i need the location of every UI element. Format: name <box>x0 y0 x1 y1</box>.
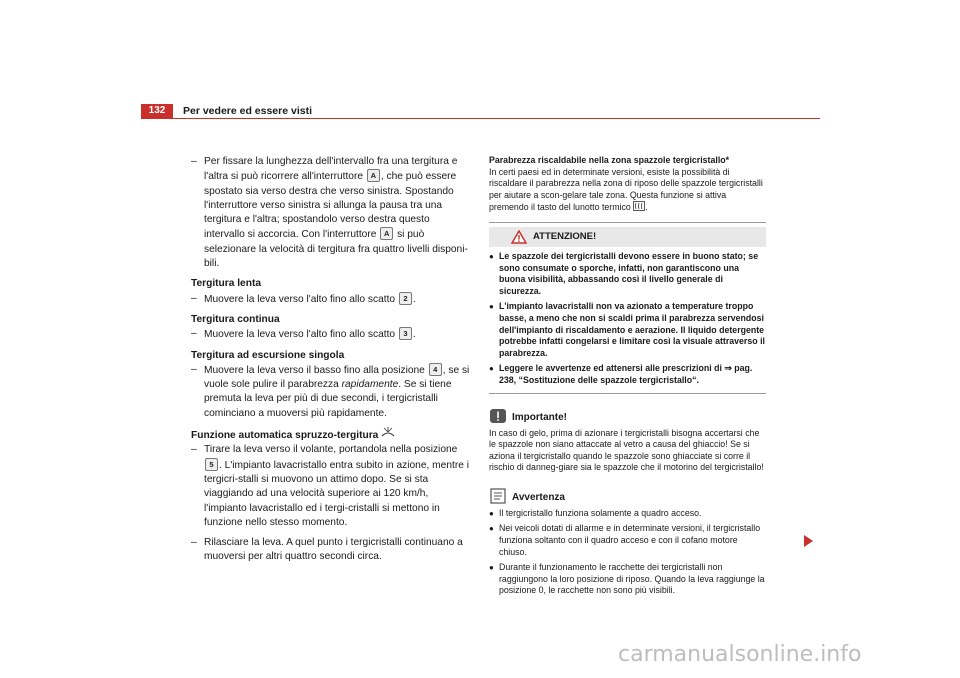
position-3-badge: 3 <box>399 327 412 340</box>
auto-wash-item <box>191 443 471 530</box>
single-wipe-text-b: , se si vuole sole pulire il parabrezza <box>204 364 470 391</box>
heading-auto-wash <box>191 427 471 443</box>
heading-single-wipe: Tergitura ad escursione singola <box>191 349 345 361</box>
heated-windscreen-text: In certi paesi ed in determinate versioni, esiste la possibilità di riscaldare il parabrezza nella zona di riposo delle spazzole tergicristalli per aiutare a scon-gelare tale zona. Questa funzione si attiva premendo il tasto del lunotto termico <box>489 166 763 213</box>
warning-title: ATTENZIONE! <box>533 231 597 243</box>
warning-text: Leggere le avvertenze ed attenersi alle prescrizioni di ⇒ pag. 238, “Sostituzione delle spazzole tergicristallo“. <box>499 363 753 385</box>
warning-item <box>489 301 766 359</box>
washer-spray-icon <box>381 427 395 437</box>
switch-a-badge: A <box>367 169 380 182</box>
note-title: Avvertenza <box>512 492 565 504</box>
warning-text: L'impianto lavacristalli non va azionato a temperature troppo basse, a meno che non si scaldi prima il parabrezza servendosi dell'impianto di riscaldamento e aerazione. Il liquido detergente potrebbe infatti congelarsi e limitare così la visuale attraverso il parabrezza. <box>499 301 765 358</box>
slow-wipe-text: Muovere la leva verso l'alto fino allo scatto <box>204 293 396 305</box>
heated-windscreen-title: Parabrezza riscaldabile nella zona spazzole tergicristallo* <box>489 155 730 165</box>
interval-item <box>191 155 471 271</box>
bullet-marker: ● <box>489 251 494 261</box>
important-icon <box>489 408 507 424</box>
heated-windscreen-end: . <box>645 202 648 213</box>
note-text: Nei veicoli dotati di allarme e in determinate versioni, il tergicristallo funziona soltanto con il quadro acceso e con il cofano motore chiuso. <box>499 523 761 557</box>
auto-wash-title: Funzione automatica spruzzo-tergitura <box>191 430 379 442</box>
warning-box <box>489 222 766 394</box>
dash-marker: – <box>191 444 197 456</box>
warning-triangle-icon <box>511 230 527 244</box>
warning-text: Le spazzole dei tergicristalli devono essere in buono stato; se sono consumate o sporche, infatti, non garantiscono una buona visibilità, abbassando così il livello generale di sicurezza. <box>499 250 759 296</box>
auto-wash-text-b: . L'impianto lavacristallo entra subito in azione, mentre i tergicri-stalli si muovono un attimo dopo. Se si sta viaggiando ad una velocità superiore ai 120 km/h, l'impianto lavacristallo ed i tergi-cristalli si mettono in funzione nello stesso momento. <box>204 459 469 528</box>
slow-wipe-item: – Muovere la leva verso l'alto fino allo scatto 2 . <box>191 292 471 307</box>
position-5-badge: 5 <box>205 458 218 471</box>
note-icon <box>489 488 507 504</box>
footer-watermark: carmanualsonline.info <box>618 642 862 667</box>
dash-marker: – <box>191 156 197 167</box>
interval-text-b: , che può essere spostato sia verso destra che verso sinistra. Spostando l'interruttore verso sinistra si allunga la pausa tra una tergitura e l'altra; spostandolo verso destra questo intervallo si accorcia. Con l'interruttore <box>204 171 457 241</box>
note-header <box>489 488 766 504</box>
warning-item <box>489 363 766 386</box>
bullet-marker: ● <box>489 563 494 573</box>
switch-a-badge-2: A <box>380 227 393 240</box>
interval-text-c: si può selezionare la velocità di tergitura fra quattro livelli disponi-bili. <box>204 229 468 270</box>
warning-header <box>489 227 766 247</box>
note-text: Il tergicristallo funziona solamente a quadro acceso. <box>499 507 702 518</box>
page-number: 132 <box>141 104 173 118</box>
note-item <box>489 523 766 558</box>
bullet-marker: ● <box>489 524 494 534</box>
single-wipe-emphasis: rapidamente <box>341 379 399 391</box>
release-text: Rilasciare la leva. A quel punto i tergicristalli continuano a muoversi per altri quattro secondi circa. <box>204 537 463 563</box>
position-2-badge: 2 <box>399 292 412 305</box>
single-wipe-text-a: Muovere la leva verso il basso fino alla posizione <box>204 364 425 376</box>
note-item <box>489 562 766 597</box>
note-item <box>489 508 766 520</box>
auto-wash-text-a: Tirare la leva verso il volante, portandola nella posizione <box>204 444 458 456</box>
continuous-wipe-text: Muovere la leva verso l'alto fino allo scatto <box>204 329 396 341</box>
dash-marker: – <box>191 292 197 304</box>
single-wipe-text-c: . Se si tiene premuta la leva per più di due secondi, i tergicristalli cominciano a muoversi più rapidamente. <box>204 379 452 419</box>
important-text: In caso di gelo, prima di azionare i tergicristalli bisogna accertarsi che le spazzole non siano attaccate al vetro a causa del ghiaccio! Se si aziona il tergicristallo quando le spazzole sono ghiacciate si corre il rischio di danneg-giare sia le spazzole che il motorino del tergicristallo! <box>489 427 764 473</box>
dash-marker: – <box>191 328 197 340</box>
interval-text-a: Per fissare la lunghezza dell'intervallo fra una tergitura e l'altra si può ricorrere all'interruttore <box>204 156 458 183</box>
left-column <box>191 155 471 569</box>
header-rule <box>141 118 820 119</box>
release-item <box>191 536 471 565</box>
bullet-marker: ● <box>489 508 494 518</box>
heated-windscreen-paragraph <box>489 167 766 214</box>
heading-slow-wipe: Tergitura lenta <box>191 278 262 290</box>
rear-defroster-icon <box>633 201 648 213</box>
dash-marker: – <box>191 537 197 549</box>
continuous-wipe-item: – Muovere la leva verso l'alto fino allo scatto 3 . <box>191 327 471 342</box>
bullet-marker: ● <box>489 364 494 374</box>
single-wipe-item <box>191 363 471 421</box>
important-header <box>489 408 766 424</box>
warning-item <box>489 251 766 297</box>
right-column <box>489 155 766 597</box>
page-header-title: Per vedere ed essere visti <box>183 105 313 117</box>
position-4-badge: 4 <box>429 363 442 376</box>
note-text: Durante il funzionamento le racchette dei tergicristalli non raggiungono la loro posizione di riposo. Quando la leva raggiunge la posizione 0, le racchette non sono più visibili. <box>499 562 765 596</box>
important-title: Importante! <box>512 411 567 423</box>
next-page-arrow-icon[interactable] <box>804 535 813 547</box>
bullet-marker: ● <box>489 302 494 312</box>
heading-continuous-wipe: Tergitura continua <box>191 313 280 325</box>
dash-marker: – <box>191 363 197 375</box>
